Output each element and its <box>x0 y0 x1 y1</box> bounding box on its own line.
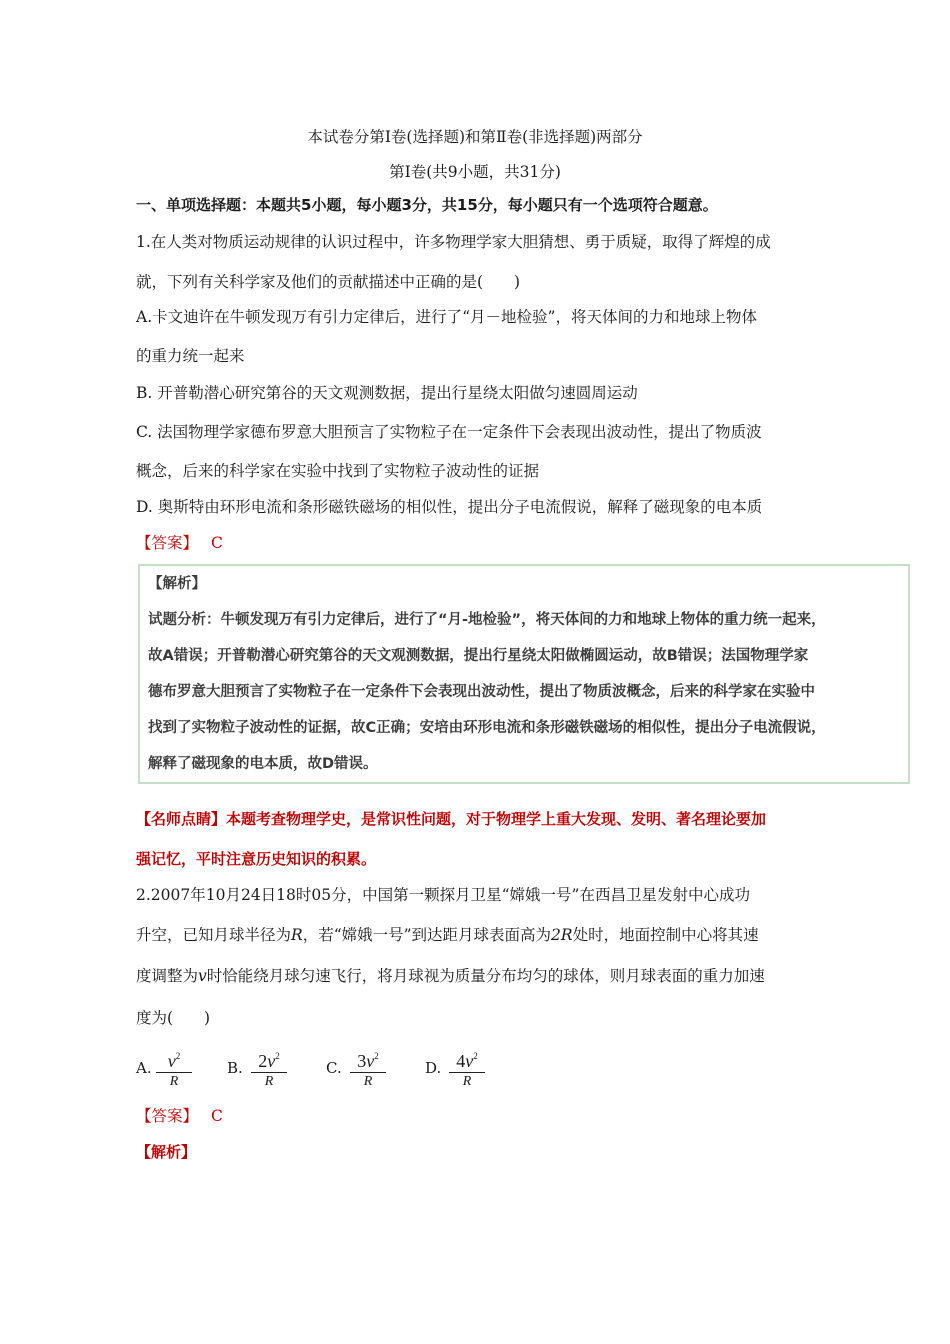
option-label: A. <box>136 1059 152 1077</box>
header-intro: 本试卷分第Ⅰ卷(选择题)和第Ⅱ卷(非选择题)两部分 <box>307 128 643 146</box>
q2-options <box>136 1046 536 1092</box>
q1-teacher-note-line1 <box>136 809 766 829</box>
coef: 2 <box>258 1051 268 1071</box>
option-label: D. <box>425 1059 442 1077</box>
exp: 2 <box>374 1051 379 1061</box>
answer-value: C <box>210 1107 223 1125</box>
exp: 2 <box>175 1051 181 1061</box>
q2-line2 <box>136 925 759 945</box>
coef: 4 <box>456 1051 466 1071</box>
q1-option-a-line1: A.卡文迪许在牛顿发现万有引力定律后，进行了“月－地检验”，将天体间的力和地球上物体 <box>136 308 757 326</box>
analysis-title: 【解析】 <box>148 576 206 592</box>
section1-heading: 一、单项选择题：本题共5小题，每小题3分，共15分，每小题只有一个选项符合题意。 <box>136 196 718 214</box>
exp: 2 <box>473 1051 478 1061</box>
part1-title: 第Ⅰ卷(共9小题，共31分) <box>389 163 561 181</box>
q1-option-c-line1: C. 法国物理学家德布罗意大胆预言了实物粒子在一定条件下会表现出波动性，提出了物质波 <box>136 423 762 441</box>
var: v <box>366 1051 375 1071</box>
q1-analysis-box <box>138 564 910 784</box>
analysis-line: 德布罗意大胆预言了实物粒子在一定条件下会表现出波动性，提出了物质波概念，后来的科学家在实验中 <box>148 684 815 700</box>
q2-answer <box>136 1106 223 1126</box>
answer-label: 【答案】 <box>136 1107 199 1125</box>
q1-answer <box>136 533 223 553</box>
q2-line1: 2.2007年10月24日18时05分，中国第一颗探月卫星“嫦娥一号”在西昌卫星发射中心成功 <box>136 886 750 904</box>
q2-line3 <box>136 966 765 986</box>
q1-stem-line2: 就，下列有关科学家及他们的贡献描述中正确的是( ) <box>136 273 521 291</box>
q1-option-c-line2: 概念，后来的科学家在实验中找到了实物粒子波动性的证据 <box>136 462 540 480</box>
analysis-line: 故A错误；开普勒潜心研究第谷的天文观测数据，提出行星绕太阳做椭圆运动，故B错误；法国物理学家 <box>148 648 809 664</box>
q1-option-a-line2: 的重力统一起来 <box>136 347 245 365</box>
var: v <box>167 1051 176 1071</box>
q2-text: 度调整为 <box>136 967 199 985</box>
option-label: B. <box>227 1059 243 1077</box>
q1-option-b: B. 开普勒潜心研究第谷的天文观测数据，提出行星绕太阳做匀速圆周运动 <box>136 384 638 402</box>
teacher-note-label: 【名师点睛】 <box>136 810 227 828</box>
q1-teacher-note-line2: 强记忆，平时注意历史知识的积累。 <box>136 850 377 868</box>
q2-text: ，若“嫦娥一号”到达距月球表面高为 <box>302 926 552 944</box>
q2-symbol-r: R <box>291 926 303 944</box>
q1-option-d: D. 奥斯特由环形电流和条形磁铁磁场的相似性，提出分子电流假说，解释了磁现象的电本质 <box>136 498 763 516</box>
coef: 3 <box>357 1051 367 1071</box>
q2-analysis-label: 【解析】 <box>136 1143 197 1161</box>
fraction <box>350 1046 386 1091</box>
q2-text: 升空，已知月球半径为 <box>136 926 292 944</box>
fraction <box>251 1046 287 1091</box>
q2-text: 处时，地面控制中心将其速 <box>572 926 759 944</box>
answer-value: C <box>210 534 223 552</box>
fraction <box>449 1046 485 1091</box>
q2-line4: 度为( ) <box>136 1009 211 1027</box>
var: v <box>465 1051 474 1071</box>
option-label: C. <box>326 1059 342 1077</box>
denominator: R <box>462 1074 472 1089</box>
analysis-line: 解释了磁现象的电本质，故D错误。 <box>148 756 378 772</box>
teacher-note-text: 本题考查物理学史，是常识性问题，对于物理学上重大发现、发明、著名理论要加 <box>226 810 767 828</box>
denominator: R <box>363 1074 373 1089</box>
denominator: R <box>264 1074 274 1089</box>
denominator: R <box>169 1074 179 1089</box>
answer-label: 【答案】 <box>136 534 199 552</box>
exp: 2 <box>275 1051 280 1061</box>
var: v <box>267 1051 276 1071</box>
analysis-line: 找到了实物粒子波动性的证据，故C正确；安培由环形电流和条形磁铁磁场的相似性，提出分子电流假说， <box>148 720 826 736</box>
q2-symbol-v: v <box>198 967 207 985</box>
q2-text: 时恰能绕月球匀速飞行，将月球视为质量分布均匀的球体，则月球表面的重力加速 <box>206 967 765 985</box>
q1-stem-line1: 1.在人类对物质运动规律的认识过程中，许多物理学家大胆猜想、勇于质疑，取得了辉煌的成 <box>136 233 771 251</box>
q2-symbol-2r: 2R <box>551 926 573 944</box>
analysis-line: 试题分析：牛顿发现万有引力定律后，进行了“月-地检验”，将天体间的力和地球上物体的重力统一起来， <box>148 612 826 628</box>
fraction <box>156 1046 192 1091</box>
